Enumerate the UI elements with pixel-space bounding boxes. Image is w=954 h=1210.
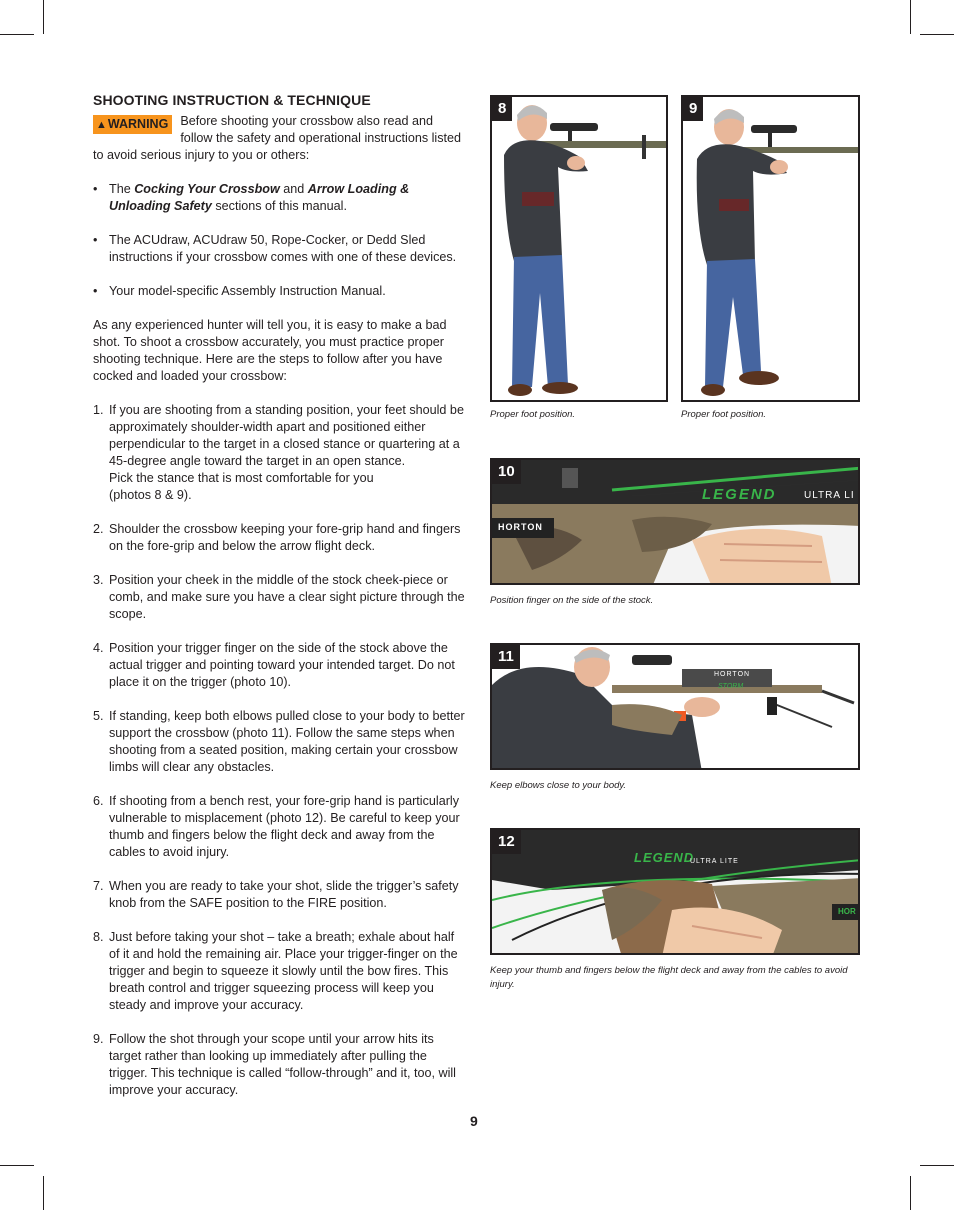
- photo-number: 11: [492, 645, 520, 669]
- brand-text: HORTON: [498, 522, 543, 532]
- warning-label: WARNING: [107, 117, 169, 131]
- step-item: 2. Shoulder the crossbow keeping your fore-grip hand and fingers on the fore-grip and below the arrow flight deck.: [93, 522, 461, 553]
- photo-caption: Keep your thumb and fingers below the flight deck and away from the cables to avoid injury.: [490, 965, 848, 990]
- step-item: 5. If standing, keep both elbows pulled close to your body to better support the crossbow (photo 11). Follow the same steps when shooting from a seated position, making certain your crossbow limbs will clear any obstacles.: [93, 709, 465, 774]
- step-item: 6. If shooting from a bench rest, your fore-grip hand is particularly vulnerable to misplacement (photo 12). Be careful to keep your thumb and fingers below the flight deck and away from the cables to avoid injury.: [93, 794, 460, 859]
- crop-mark: [43, 0, 44, 34]
- crop-mark: [43, 1176, 44, 1210]
- step-item: 8. Just before taking your shot – take a breath; exhale about half of it and hold the remaining air. Place your trigger-finger on the trigger and begin to squeeze it slowly until the bow fires. This breath control and trigger squeezing process will keep you steady and improve your accuracy.: [93, 930, 458, 1012]
- photo-caption: Position finger on the side of the stock.: [490, 595, 654, 606]
- model-text: LEGEND: [702, 486, 777, 503]
- crop-mark: [910, 0, 911, 34]
- page-number: 9: [470, 1113, 478, 1129]
- photo-8: [490, 95, 668, 402]
- body-paragraph: As any experienced hunter will tell you, it is easy to make a bad shot. To shoot a crossbow accurately, you must practice proper shooting technique. Here are the steps to follow after you have cocked and loaded your crossbow:: [93, 318, 447, 383]
- warning-triangle-icon: ▲: [96, 119, 107, 131]
- brand-text: HOR: [838, 907, 856, 916]
- shooter-standing-illustration: [492, 97, 668, 402]
- intro-text: Before shooting your crossbow also read and follow the safety and operational instructions listed to avoid serious injury to you or others:: [93, 114, 462, 162]
- list-item: • Your model-specific Assembly Instruction Manual.: [93, 284, 386, 298]
- step-item: 3. Position your cheek in the middle of the stock cheek-piece or comb, and make sure you have a clear sight picture through the scope.: [93, 573, 465, 621]
- section-ref: Cocking Your Crossbow: [134, 182, 280, 196]
- list-item: • The ACUdraw, ACUdraw 50, Rope-Cocker, or Dedd Sled instructions if your crossbow comes with one of these devices.: [93, 233, 457, 264]
- step-item: 9. Follow the shot through your scope until your arrow hits its target rather than looking up immediately after pulling the trigger. This technique is called “follow-through” and it, too, will improve your accuracy.: [93, 1032, 456, 1097]
- section-heading: SHOOTING INSTRUCTION & TECHNIQUE: [93, 92, 371, 108]
- photo-caption: Proper foot position.: [681, 409, 767, 420]
- photo-10: [490, 458, 860, 585]
- warning-badge: [93, 115, 172, 134]
- shooter-standing-illustration: [683, 97, 860, 402]
- photo-caption: Proper foot position.: [490, 409, 576, 420]
- model-sub-text: ULTRA LITE: [690, 858, 739, 865]
- bench-rest-illustration: [492, 830, 860, 955]
- step-item: 1. If you are shooting from a standing position, your feet should be approximately shoulder-width apart and positioned either perpendicular to the target in a closed stance or quartering at a 45-degree angle toward the target in an open stance. Pick the stance that is most comfortable for you (photos 8 & 9).: [93, 403, 464, 502]
- model-sub-text: ULTRA LI: [804, 490, 855, 501]
- photo-11: [490, 643, 860, 770]
- step-item: 4. Position your trigger finger on the side of the stock above the actual trigger and pointing toward your intended target. Do not place it on the trigger (photo 10).: [93, 641, 455, 689]
- crop-mark: [0, 1165, 34, 1166]
- photo-number: 8: [492, 97, 512, 121]
- photo-number: 9: [683, 97, 703, 121]
- warning-intro: [93, 113, 465, 164]
- photo-caption: Keep elbows close to your body.: [490, 780, 627, 791]
- elbows-close-illustration: [492, 645, 860, 770]
- brand-text: HORTON: [714, 671, 751, 678]
- crop-mark: [0, 34, 34, 35]
- section-ref: Arrow Loading & Unloading Safety: [109, 182, 410, 213]
- model-text: LEGEND: [634, 850, 695, 865]
- crop-mark: [910, 1176, 911, 1210]
- crop-mark: [920, 34, 954, 35]
- photo-number: 12: [492, 830, 521, 854]
- model-text: STORM: [718, 683, 744, 690]
- photo-12: [490, 828, 860, 955]
- trigger-finger-illustration: [492, 460, 860, 585]
- list-item: • The Cocking Your Crossbow and Arrow Loading & Unloading Safety sections of this manual.: [93, 182, 410, 213]
- photo-9: [681, 95, 860, 402]
- crop-mark: [920, 1165, 954, 1166]
- instructions-column: [93, 92, 465, 1099]
- step-item: 7. When you are ready to take your shot, slide the trigger’s safety knob from the SAFE position to the FIRE position.: [93, 879, 459, 910]
- photo-number: 10: [492, 460, 521, 484]
